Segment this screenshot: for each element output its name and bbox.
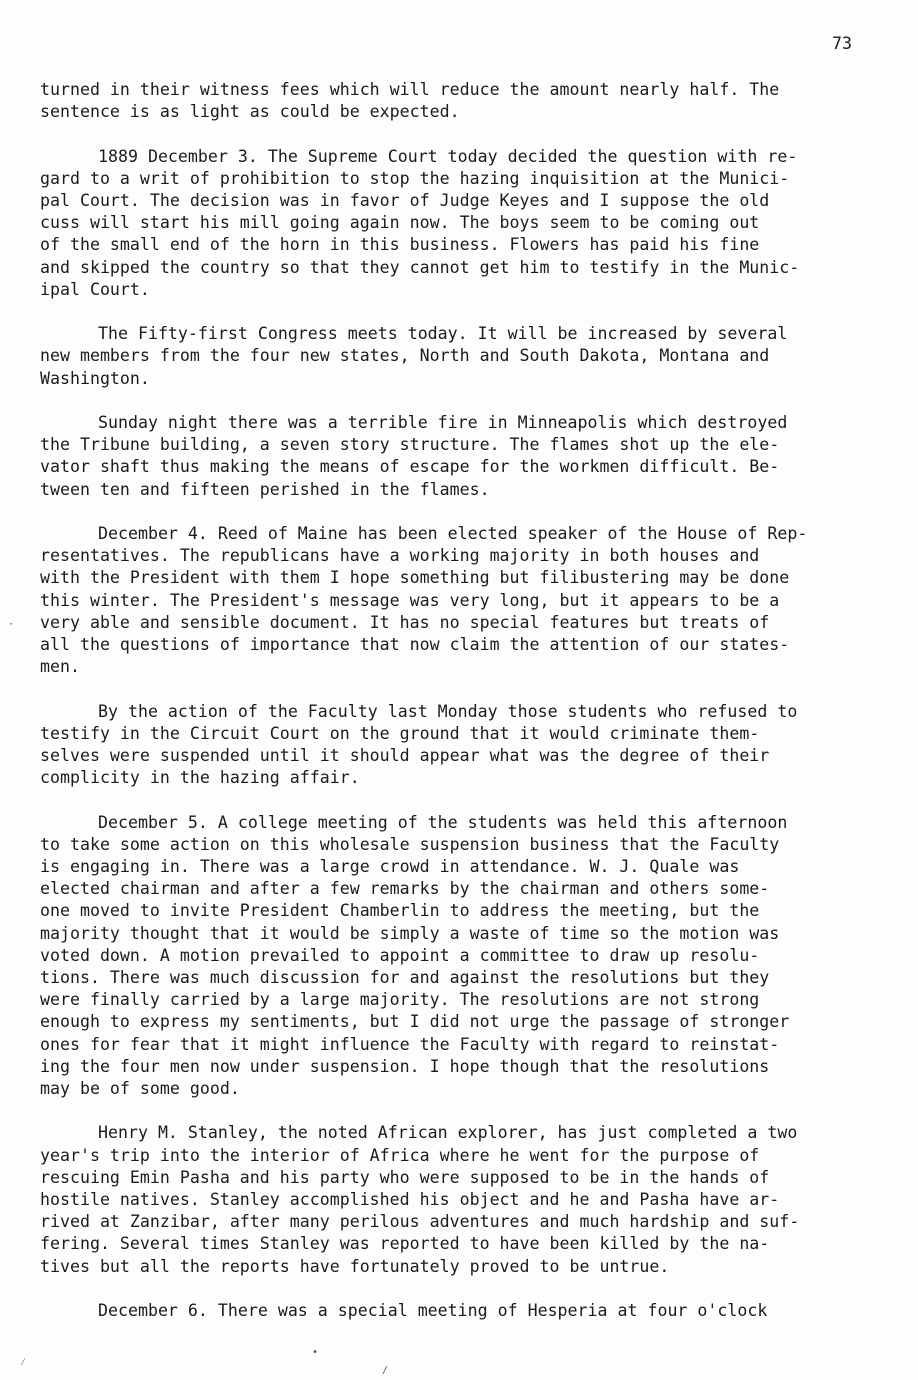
paragraph-continuation: turned in their witness fees which will reduce the amount nearly half. The sentence is as light as could be expected. (40, 80, 780, 122)
paragraph-minneapolis-fire: Sunday night there was a terrible fire in Minneapolis which destroyed the Tribune building, a seven story structure. The flames shot up the ele- vator shaft thus making the means of escape for the workmen difficult. Be- tween ten and fifteen perished in the flames. (40, 413, 788, 499)
page-number: 73 (832, 34, 852, 53)
paragraph-congress: The Fifty-first Congress meets today. It will be increased by several new members from the four new states, North and South Dakota, Montana and Washington. (40, 324, 788, 388)
paragraph-faculty-action: By the action of the Faculty last Monday those students who refused to testify in the Circuit Court on the ground that it would criminate them- selves were suspended until it should appear what was the degree of their complicity in the hazing affair. (40, 701, 798, 788)
scan-speck: ⁄ (20, 1357, 27, 1368)
paragraph-december-3: 1889 December 3. The Supreme Court today decided the question with re- gard to a writ of prohibition to stop the hazing inquisition at the Munici- pal Court. The decision was in favor of Judge Keyes and I suppose the old cuss will start his mill going again now. The boys seem to be coming out of the small end of the horn in this business. Flowers has paid his fine and skipped the country so that they cannot get him to testify in the Munic- ipal Court. (40, 146, 800, 299)
diary-body (40, 79, 875, 1344)
scan-speck: • (312, 1347, 319, 1358)
scan-speck: · (8, 619, 15, 630)
paragraph-stanley: Henry M. Stanley, the noted African explorer, has just completed a two year's trip into the interior of Africa where he went for the purpose of rescuing Emin Pasha and his party who were supposed to be in the hands of hostile natives. Stanley accomplished his object and he and Pasha have ar- rived at Zanzibar, after many perilous adventures and much hardship and suf- fering. Several times Stanley was reported to have been killed by the na- tives but all the reports have fortunately proved to be untrue. (40, 1123, 800, 1276)
paragraph-december-6: December 6. There was a special meeting of Hesperia at four o'clock (98, 1301, 768, 1321)
paragraph-december-4: December 4. Reed of Maine has been elected speaker of the House of Rep- resentatives. The republicans have a working majority in both houses and with the President with them I hope something but filibustering may be done this winter. The President's message was very long, but it appears to be a very able and sensible document. It has no special features but treats of all the questions of importance that now claim the attention of our states- men. (40, 524, 808, 677)
paragraph-december-5: December 5. A college meeting of the students was held this afternoon to take some action on this wholesale suspension business that the Faculty is engaging in. There was a large crowd in attendance. W. J. Quale was elected chairman and after a few remarks by the chairman and others some- one moved to invite President Chamberlin to address the meeting, but the majority thought that it would be simply a waste of time so the motion was voted down. A motion prevailed to appoint a committee to draw up resolu- tions. There was much discussion for and against the resolutions but they were finally carried by a large majority. The resolutions are not strong enough to express my sentiments, but I did not urge the passage of stronger ones for fear that it might influence the Faculty with regard to reinstat- ing the four men now under suspension. I hope though that the resolutions may be of some good. (40, 812, 790, 1099)
scan-speck: / (382, 1365, 389, 1376)
